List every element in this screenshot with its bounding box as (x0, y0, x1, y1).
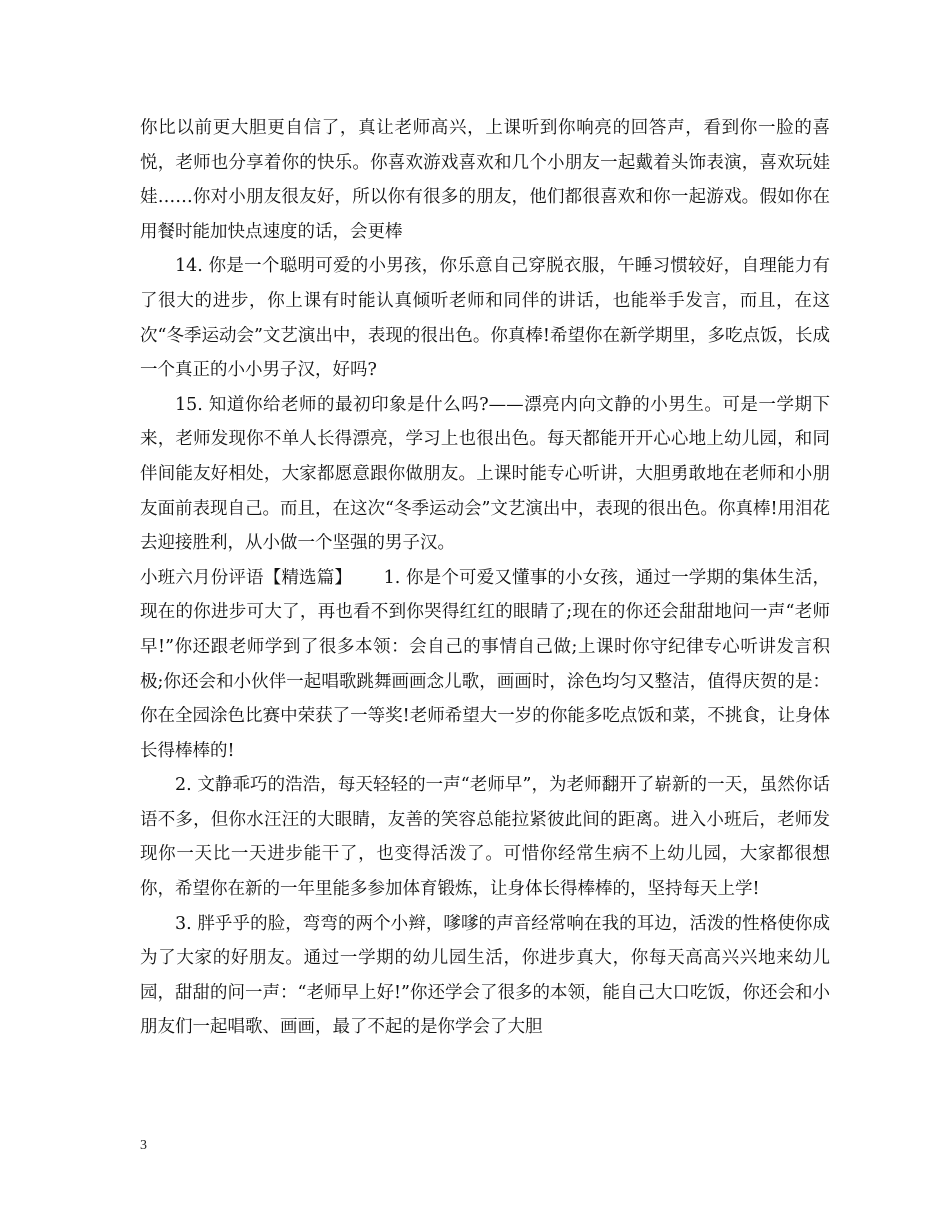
paragraph-15: 15. 知道你给老师的最初印象是什么吗?——漂亮内向文静的小男生。可是一学期下来，老师发现你不单人长得漂亮，学习上也很出色。每天都能开开心心地上幼儿园，和同伴间能友好相处，大家都愿意跟你做朋友。上课时能专心听讲，大胆勇敢地在老师和小朋友面前表现自己。而且，在这次“冬季运动会”文艺演出中，表现的很出色。你真棒!用泪花去迎接胜利，从小做一个坚强的男子汉。 (140, 394, 830, 554)
paragraph-1: 你比以前更大胆更自信了，真让老师高兴，上课听到你响亮的回答声，看到你一脸的喜悦，老师也分享着你的快乐。你喜欢游戏喜欢和几个小朋友一起戴着头饰表演，喜欢玩娃娃……你对小朋友很友好，所以你有很多的朋友，他们都很喜欢和你一起游戏。假如你在用餐时能加快点速度的话，会更棒 (140, 118, 830, 242)
section-paragraph-text: 1. 你是个可爱又懂事的小女孩，通过一学期的集体生活，现在的你进步可大了，再也看不到你哭得红红的眼睛了;现在的你还会甜甜地问一声“老师早!”你还跟老师学到了很多本领：会自己的事情自己做;上课时你守纪律专心听讲发言积极;你还会和小伙伴一起唱歌跳舞画画念儿歌，画画时，涂色均匀又整洁，值得庆贺的是：你在全园涂色比赛中荣获了一等奖!老师希望大一岁的你能多吃点饭和菜，不挑食，让身体长得棒棒的! (140, 567, 830, 761)
paragraph-14: 14. 你是一个聪明可爱的小男孩，你乐意自己穿脱衣服，午睡习惯较好，自理能力有了很大的进步，你上课有时能认真倾听老师和同伴的讲话，也能举手发言，而且，在这次“冬季运动会”文艺演出中，表现的很出色。你真棒!希望你在新学期里，多吃点饭，长成一个真正的小小男子汉，好吗? (140, 256, 830, 381)
document-body (140, 111, 830, 1045)
paragraph-3: 3. 胖乎乎的脸，弯弯的两个小辫，嗲嗲的声音经常响在我的耳边，活泼的性格使你成为了大家的好朋友。通过一学期的幼儿园生活，你进步真大，你每天高高兴兴地来幼儿园，甜甜的问一声：“老师早上好!”你还学会了很多的本领，能自己大口吃饭，你还会和小朋友们一起唱歌、画画，最了不起的是你学会了大胆 (140, 913, 830, 1038)
section-title: 小班六月份评语【精选篇】 (140, 567, 353, 588)
section-paragraph (140, 561, 830, 769)
paragraph-2: 2. 文静乖巧的浩浩，每天轻轻的一声“老师早”，为老师翻开了崭新的一天，虽然你话语不多，但你水汪汪的大眼睛，友善的笑容总能拉紧彼此间的距离。进入小班后，老师发现你一天比一天进步能干了，也变得活泼了。可惜你经常生病不上幼儿园，大家都很想你，希望你在新的一年里能多参加体育锻炼，让身体长得棒棒的，坚持每天上学! (140, 775, 830, 900)
page-number: 3 (140, 1138, 147, 1153)
